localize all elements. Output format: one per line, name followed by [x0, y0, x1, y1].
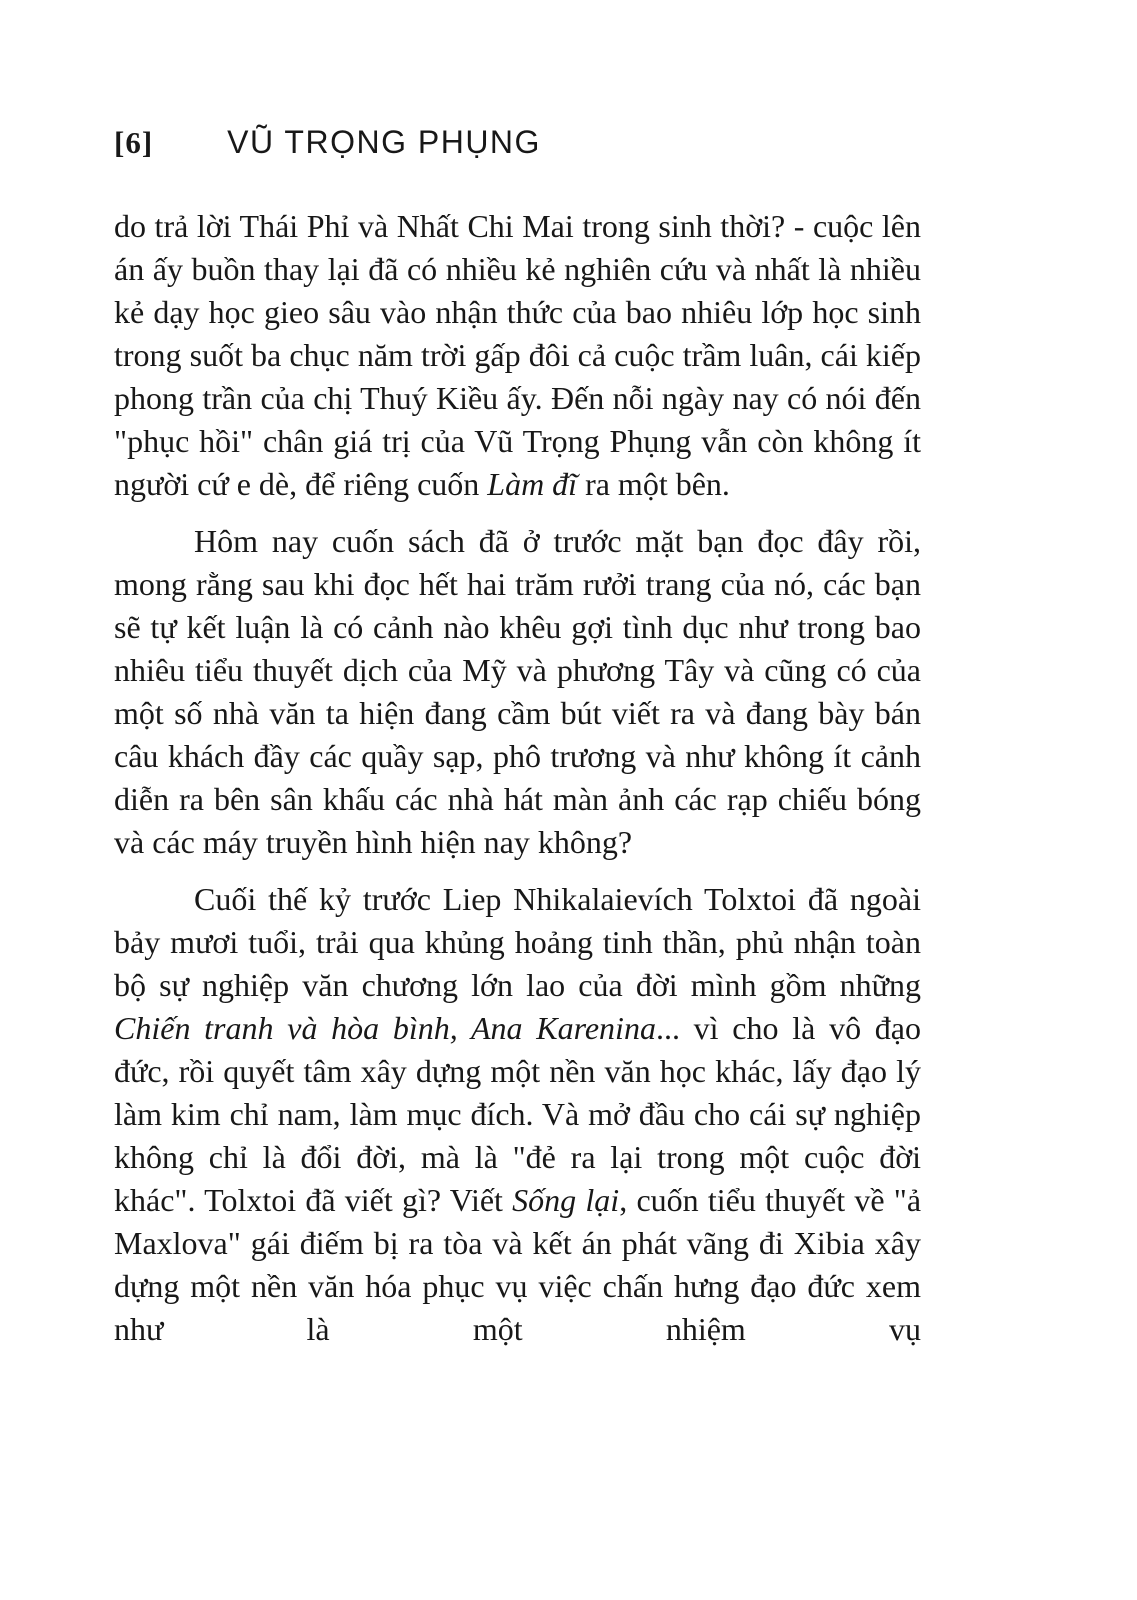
body-text — [114, 205, 921, 1351]
running-title: VŨ TRỌNG PHỤNG — [227, 124, 541, 160]
text-run: , cuốn tiểu thuyết về "ả Maxlova" gái điếm bị ra tòa và kết án phát vãng đi Xibia xây dựng một nền văn hóa phục vụ việc chấn hưng đạo đức xem như là một nhiệm vụ — [114, 1182, 922, 1347]
text-run: do trả lời Thái Phỉ và Nhất Chi Mai trong sinh thời? - cuộc lên án ấy buồn thay lại đã có nhiều kẻ nghiên cứu và nhất là nhiều kẻ dạy học gieo sâu vào nhận thức của bao nhiêu lớp học sinh trong suốt ba chục năm trời gấp đôi cả cuộc trầm luân, cái kiếp phong trần của chị Thuý Kiều ấy. Đến nỗi ngày nay có nói đến "phục hồi" chân giá trị của Vũ Trọng Phụng vẫn còn không ít người cứ e dè, để riêng cuốn — [114, 208, 921, 502]
paragraph-1 — [114, 205, 921, 506]
paragraph-2 — [114, 520, 921, 864]
book-title-lam-di: Làm đĩ — [487, 466, 578, 502]
book-title-war-and-peace: Chiến tranh và hòa bình, Ana Karenina — [114, 1010, 656, 1046]
page-number: [6] — [114, 125, 154, 160]
text-run: Hôm nay cuốn sách đã ở trước mặt bạn đọc đây rồi, mong rằng sau khi đọc hết hai trăm rưởi trang của nó, các bạn sẽ tự kết luận là có cảnh nào khêu gợi tình dục như trong bao nhiêu tiểu thuyết dịch của Mỹ và phương Tây và cũng có của một số nhà văn ta hiện đang cầm bút viết ra và đang bày bán câu khách đầy các quầy sạp, phô trương và như không ít cảnh diễn ra bên sân khấu các nhà hát màn ảnh các rạp chiếu bóng và các máy truyền hình hiện nay không? — [114, 523, 921, 860]
text-run: ... vì cho là vô đạo đức, rồi quyết tâm xây dựng một nền văn học khác, lấy đạo lý làm kim chỉ nam, làm mục đích. Và mở đầu cho cái sự nghiệp không chỉ là đổi đời, mà là "đẻ ra lại trong một cuộc đời khác". Tolxtoi đã viết gì? Viết — [114, 1010, 922, 1218]
text-run: Cuối thế kỷ trước Liep Nhikalaievích Tolxtoi đã ngoài bảy mươi tuổi, trải qua khủng hoảng tinh thần, phủ nhận toàn bộ sự nghiệp văn chương lớn lao của đời mình gồm những — [114, 881, 921, 1003]
page-header — [114, 124, 921, 161]
paragraph-3 — [114, 878, 921, 1351]
book-title-resurrection: Sống lại — [512, 1182, 620, 1218]
text-run: ra một bên. — [577, 466, 730, 502]
